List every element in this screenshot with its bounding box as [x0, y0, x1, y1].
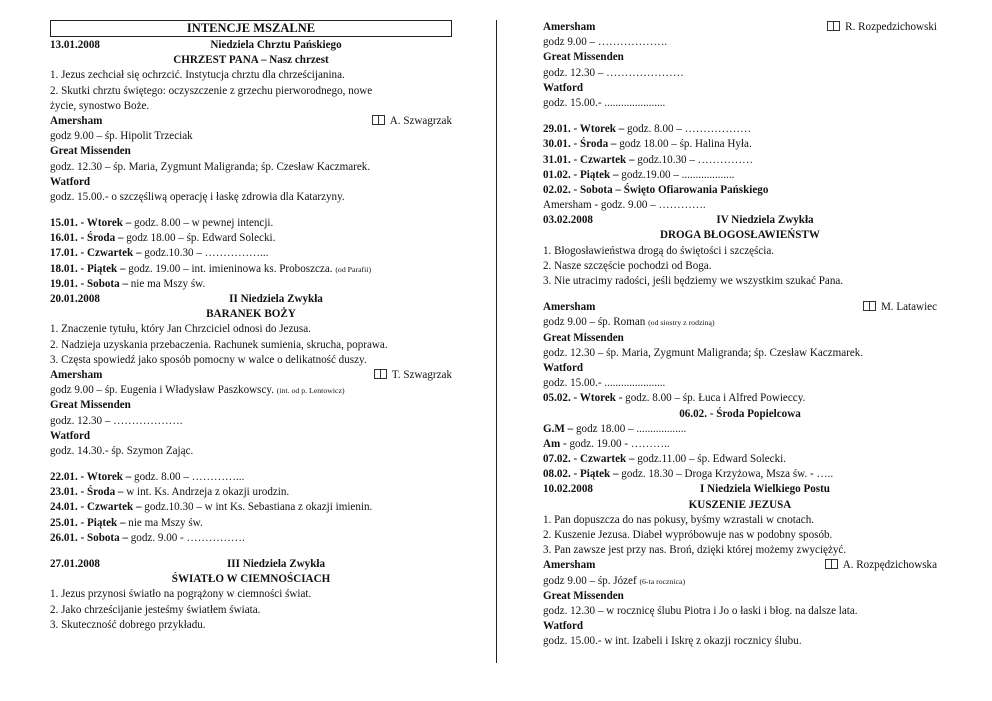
book-icon — [374, 369, 387, 379]
mass-intention — [543, 315, 937, 330]
mass-text: godz 9.00 – śp. Eugenia i Władysław Paszkowscy. — [50, 384, 277, 397]
parish-row — [50, 114, 452, 129]
ash-wednesday-header: 06.02. - Środa Popielcowa — [679, 407, 801, 420]
weekday-row — [543, 422, 937, 437]
parish-name: Watford — [543, 361, 584, 374]
theme-point: 3. Częsta spowiedź jako sposób pomocny w walce o delikatność duszy. — [50, 353, 367, 366]
weekday-row — [543, 183, 937, 198]
mass-intention: godz. 15.00.- ...................... — [543, 377, 666, 390]
mass-intention: godz. 12.30 – w rocznicę ślubu Piotra i Jo o łaski i błog. na dalsze lata. — [543, 604, 858, 617]
mass-note: (od siostry z rodziną) — [648, 318, 715, 328]
weekday-label: 30.01. - Środa – — [543, 138, 617, 151]
sunday-name: I Niedziela Wielkiego Postu — [700, 483, 830, 496]
mass-intention: godz. 15.00.- o szczęśliwą operację i łaskę zdrowia dla Katarzyny. — [50, 190, 345, 203]
weekday-row — [543, 437, 937, 452]
weekday-row — [50, 485, 452, 500]
page-title: INTENCJE MSZALNE — [50, 20, 452, 37]
book-icon — [372, 115, 385, 125]
reader-name: R. Rozpedzichowski — [845, 21, 937, 33]
weekday-text: nie ma Mszy św. — [127, 277, 206, 290]
sunday-date: 03.02.2008 — [543, 214, 593, 227]
sunday-date: 10.02.2008 — [543, 483, 593, 496]
weekday-label: 29.01. - Wtorek – — [543, 123, 625, 136]
weekday-text: godz.10.30 – w int Ks. Sebastiana z okazji imienin. — [141, 501, 373, 514]
mass-intention: godz. 12.30 – ………………. — [50, 414, 183, 427]
book-icon — [863, 301, 876, 311]
weekday-label: 01.02. - Piątek – — [543, 168, 619, 181]
weekday-row — [50, 470, 452, 485]
weekday-row — [50, 531, 452, 546]
weekday-label: 31.01. - Czwartek – — [543, 153, 635, 166]
weekday-label: 17.01. - Czwartek – — [50, 247, 142, 260]
mass-intention — [543, 574, 937, 589]
sunday-header — [543, 482, 937, 497]
theme-point: 1. Błogosławieństwa drogą do świętości i szczęścia. — [543, 244, 775, 257]
parish-name: Great Missenden — [543, 589, 624, 602]
weekday-label: 25.01. - Piątek – — [50, 516, 126, 529]
reader-name: M. Latawiec — [880, 301, 937, 314]
weekday-label: Am - — [543, 437, 567, 450]
weekday-label: 18.01. - Piątek – — [50, 262, 126, 275]
parish-name: Great Missenden — [543, 51, 624, 64]
theme-point: 2. Jako chrześcijanie jesteśmy światłem świata. — [50, 603, 261, 616]
theme-point: 2. Kuszenie Jezusa. Diabeł wypróbowuje nas w podobny sposób. — [543, 529, 833, 541]
theme-point: 1. Pan dopuszcza do nas pokusy, byśmy wzrastali w cnotach. — [543, 513, 815, 526]
weekday-text: godz. 8.00 – ……………… — [624, 123, 752, 136]
weekday-row — [50, 277, 452, 292]
theme-point: 1. Jezus zechciał się ochrzcić. Instytucja chrztu dla chrześcijanina. — [50, 69, 345, 82]
reader-name: A. Rozpędzichowska — [842, 559, 937, 572]
reader-name: T. Szwagrzak — [391, 368, 452, 381]
weekday-row — [543, 122, 937, 137]
weekday-row — [50, 516, 452, 531]
reader-name: A. Szwagrzak — [389, 114, 452, 127]
right-column — [543, 20, 937, 650]
mass-intention: godz. 15.00.- ...................... — [543, 96, 666, 109]
mass-intention: godz 9.00 – ………………. — [543, 36, 668, 49]
parish-name: Watford — [543, 81, 584, 94]
weekday-text: godz. 19.00 - ……….. — [566, 437, 670, 450]
weekday-text: godz 18.00 – śp. Edward Solecki. — [123, 232, 276, 245]
weekday-text: godz. 8.00 – śp. Łuca i Alfred Powieccy. — [622, 392, 806, 405]
reader — [863, 300, 937, 315]
weekday-label: 07.02. - Czwartek – — [543, 453, 635, 466]
column-divider — [496, 20, 497, 663]
theme-point: życie, synostwo Boże. — [50, 99, 150, 112]
parish-row — [50, 368, 452, 383]
weekday-text: nie ma Mszy św. — [125, 516, 203, 529]
book-icon — [825, 559, 838, 569]
sunday-name: IV Niedziela Zwykła — [716, 214, 814, 227]
book-icon — [827, 21, 840, 31]
theme-point: 3. Pan zawsze jest przy nas. Broń, dzięki której możemy zwyciężyć. — [543, 544, 847, 557]
reader — [827, 20, 937, 35]
sunday-name: II Niedziela Zwykła — [229, 293, 323, 305]
mass-intention: godz. 14.30.- śp. Szymon Zając. — [50, 444, 194, 457]
weekday-label: 19.01. - Sobota – — [50, 277, 128, 290]
parish-name: Amersham — [543, 21, 596, 33]
theme-point: 1. Jezus przynosi światło na pogrążony w ciemności świat. — [50, 588, 312, 601]
sunday-name: III Niedziela Zwykła — [226, 558, 325, 570]
sunday-header — [50, 38, 452, 53]
parish-name: Watford — [50, 429, 91, 442]
mass-intention: godz. 12.30 – śp. Maria, Zygmunt Maligranda; śp. Czesław Kaczmarek. — [50, 160, 371, 173]
sunday-header — [50, 557, 452, 572]
weekday-row — [50, 246, 452, 261]
weekday-label: 22.01. - Wtorek – — [50, 471, 132, 484]
weekday-text: godz. 9.00 - ……………. — [127, 531, 245, 544]
weekday-row — [543, 168, 937, 183]
parish-name: Amersham — [543, 559, 596, 572]
sunday-theme: ŚWIATŁO W CIEMNOŚCIACH — [171, 573, 331, 586]
weekday-label: 05.02. - Wtorek - — [543, 392, 623, 405]
weekday-row — [50, 216, 452, 231]
mass-note: (int. od p. Lentowicz) — [276, 386, 345, 396]
weekday-row — [50, 231, 452, 246]
weekday-note: (od Parafii) — [335, 264, 372, 274]
weekday-text: godz. 19.00 – int. imieninowa ks. Proboszcza. — [125, 262, 336, 275]
sunday-date: 13.01.2008 — [50, 39, 100, 51]
weekday-row — [543, 467, 937, 482]
weekday-text: godz.10.30 – ……………... — [141, 247, 269, 260]
weekday-row — [50, 262, 452, 277]
parish-name: Watford — [543, 620, 584, 633]
weekday-label: 16.01. - Środa – — [50, 232, 124, 245]
weekday-row — [543, 452, 937, 467]
sunday-name: Niedziela Chrztu Pańskiego — [210, 39, 342, 51]
weekday-label: 02.02. - Sobota – Święto Ofiarowania Pańskiego — [543, 183, 769, 196]
sunday-theme: KUSZENIE JEZUSA — [688, 498, 792, 511]
mass-intention: godz. 15.00.- w int. Izabeli i Iskrę z okazji rocznicy ślubu. — [543, 635, 802, 648]
reader — [374, 368, 452, 383]
mass-intention: godz 9.00 – śp. Hipolit Trzeciak — [50, 130, 193, 143]
mass-intention — [50, 383, 452, 398]
weekday-row — [543, 391, 937, 406]
sunday-date: 27.01.2008 — [50, 558, 100, 570]
parish-name: Amersham — [50, 368, 103, 381]
parish-name: Watford — [50, 175, 91, 188]
theme-point: 2. Nasze szczęście pochodzi od Boga. — [543, 259, 712, 272]
parish-row — [543, 300, 937, 315]
parish-name: Amersham — [50, 114, 103, 127]
mass-intention: Amersham - godz. 9.00 – …………. — [543, 199, 706, 212]
theme-point: 1. Znaczenie tytułu, który Jan Chrzciciel odnosi do Jezusa. — [50, 323, 311, 336]
weekday-row — [543, 137, 937, 152]
weekday-label: 08.02. - Piątek – — [543, 468, 619, 481]
sunday-date: 20.01.2008 — [50, 293, 100, 305]
mass-text: godz 9.00 – śp. Józef — [543, 574, 640, 587]
weekday-label: G.M – — [543, 422, 574, 435]
weekday-label: 23.01. - Środa – — [50, 486, 124, 499]
sunday-theme: DROGA BŁOGOSŁAWIEŃSTW — [660, 229, 820, 242]
parish-name: Amersham — [543, 301, 596, 314]
weekday-text: godz.19.00 – ................... — [618, 168, 735, 181]
weekday-text: godz. 8.00 – w pewnej intencji. — [131, 217, 274, 230]
sunday-theme: CHRZEST PANA – Nasz chrzest — [173, 54, 329, 67]
mass-intention: godz. 12.30 – ………………… — [543, 66, 684, 79]
theme-point: 3. Nie utracimy radości, jeśli będziemy we wszystkim szukać Pana. — [543, 275, 844, 287]
reader — [372, 114, 452, 129]
weekday-text: w int. Ks. Andrzeja z okazji urodzin. — [123, 486, 290, 499]
weekday-text: godz.11.00 – śp. Edward Solecki. — [634, 453, 787, 466]
parish-name: Great Missenden — [50, 399, 131, 412]
weekday-text: godz. 18.30 – Droga Krzyżowa, Msza św. - ….. — [618, 468, 834, 481]
weekday-text: godz 18.00 – .................. — [573, 422, 687, 435]
parish-row — [543, 558, 937, 573]
weekday-text: godz 18.00 – śp. Halina Hyła. — [616, 138, 752, 151]
weekday-row — [543, 153, 937, 168]
theme-point: 2. Nadzieja uzyskania przebaczenia. Rachunek sumienia, skrucha, poprawa. — [50, 338, 388, 351]
weekday-label: 15.01. - Wtorek – — [50, 217, 132, 230]
left-column — [50, 20, 452, 633]
weekday-text: godz. 8.00 – …………... — [131, 471, 245, 484]
weekday-text: godz.10.30 – …………… — [634, 153, 754, 166]
weekday-row — [50, 500, 452, 515]
weekday-label: 24.01. - Czwartek – — [50, 501, 142, 514]
theme-point: 3. Skuteczność dobrego przykładu. — [50, 618, 206, 631]
parish-row — [543, 20, 937, 35]
mass-text: godz 9.00 – śp. Roman — [543, 316, 649, 329]
parish-name: Great Missenden — [50, 145, 131, 158]
reader — [825, 558, 937, 573]
theme-point: 2. Skutki chrztu świętego: oczyszczenie z grzechu pierworodnego, nowe — [50, 84, 373, 97]
mass-note: (6-ta rocznica) — [639, 576, 686, 586]
sunday-header — [543, 213, 937, 228]
sunday-header — [50, 292, 452, 307]
sunday-theme: BARANEK BOŻY — [206, 308, 296, 321]
weekday-label: 26.01. - Sobota – — [50, 531, 128, 544]
parish-name: Great Missenden — [543, 331, 624, 344]
mass-intention: godz. 12.30 – śp. Maria, Zygmunt Maligranda; śp. Czesław Kaczmarek. — [543, 346, 864, 359]
